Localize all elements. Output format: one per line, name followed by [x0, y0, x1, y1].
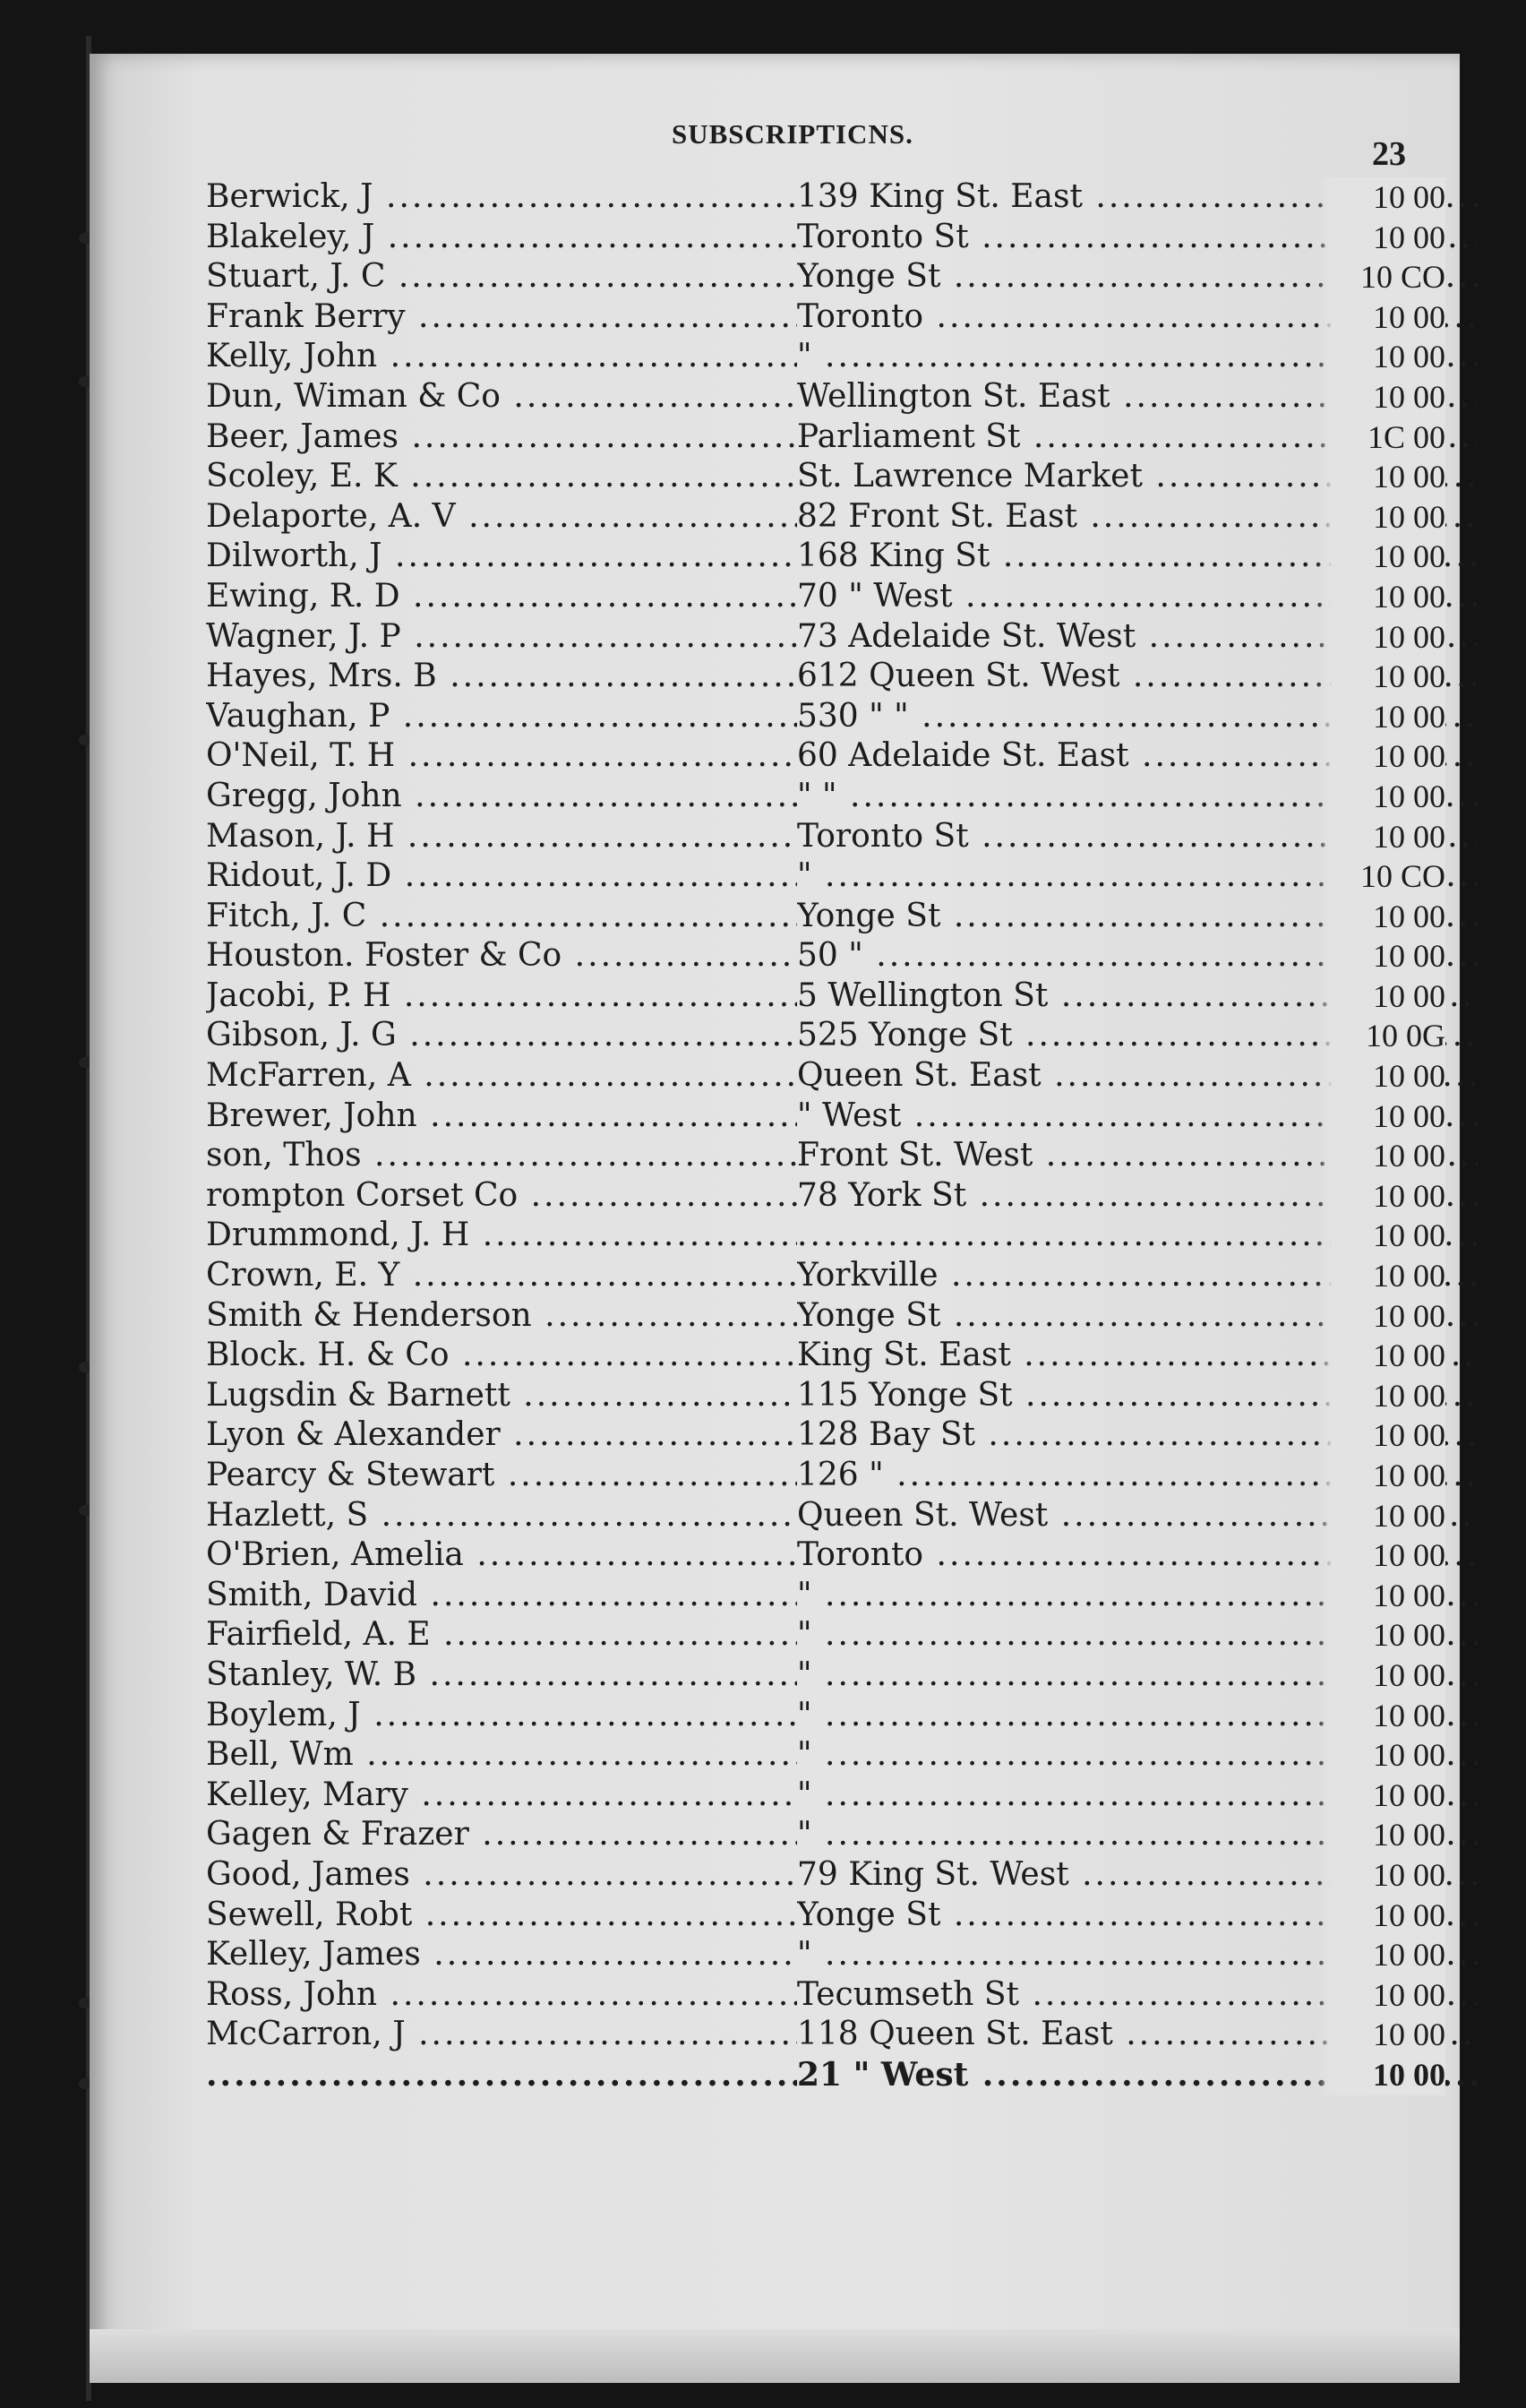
subscriber-address: 168 King St .....: [797, 537, 1478, 577]
list-item: [206, 1735, 1445, 1776]
subscriber-address: Front St. West .....: [797, 1136, 1478, 1176]
subscriber-name: Bell, Wm .....: [206, 1735, 797, 1776]
list-item: [206, 1415, 1445, 1456]
subscriber-name: Berwick, J .....: [206, 177, 797, 218]
subscriber-name: Stanley, W. B .....: [206, 1656, 797, 1696]
list-item: [206, 817, 1445, 857]
subscription-amount: 10 00: [1316, 218, 1445, 258]
subscription-amount: 10 00: [1316, 1456, 1445, 1496]
subscriber-name: rompton Corset Co .....: [206, 1176, 797, 1217]
subscriber-name: Brewer, John .....: [206, 1096, 797, 1137]
subscriber-name: Good, James .....: [206, 1855, 797, 1896]
list-item: [206, 1176, 1445, 1217]
subscription-amount: 10 00: [1316, 1896, 1445, 1936]
subscriber-name: Drummond, J. H .....: [206, 1216, 797, 1256]
list-item: [206, 1096, 1445, 1137]
subscriber-address: " .....: [797, 1696, 1478, 1736]
subscriber-address: " .....: [797, 337, 1478, 377]
page-title: SUBSCRIPTICNS.: [672, 118, 913, 150]
list-item: [206, 1615, 1445, 1656]
subscriber-address: Wellington St. East .....: [797, 377, 1478, 417]
subscriber-address: 78 York St .....: [797, 1176, 1478, 1217]
list-item: [206, 1136, 1445, 1176]
subscriber-name: Fairfield, A. E .....: [206, 1615, 797, 1656]
subscriber-address: " " .....: [797, 777, 1478, 817]
subscriber-name: McFarren, A .....: [206, 1056, 797, 1096]
subscriber-address: " .....: [797, 1576, 1478, 1616]
subscriber-name: Mason, J. H .....: [206, 817, 797, 857]
list-item: [206, 777, 1445, 817]
list-item: [206, 697, 1445, 737]
list-item: [206, 617, 1445, 658]
list-item: [206, 377, 1445, 417]
subscriber-address: " West .....: [797, 1096, 1478, 1137]
subscriber-address: 126 " .....: [797, 1456, 1478, 1496]
subscription-amount: 10 CO: [1316, 856, 1445, 897]
subscription-amount: 10 00: [1316, 1376, 1445, 1416]
list-item: [206, 1376, 1445, 1416]
subscriber-address: 21 " West .....: [797, 2055, 1478, 2095]
subscription-amount: 10 00: [1316, 1136, 1445, 1176]
list-item: [206, 257, 1445, 297]
subscriber-name: Kelley, Mary .....: [206, 1776, 797, 1816]
list-item: [206, 2015, 1445, 2055]
subscription-amount: 10 00: [1316, 657, 1445, 697]
list-item: [206, 417, 1445, 458]
subscription-amount: 10 00: [1316, 177, 1445, 218]
subscriber-name: Frank Berry .....: [206, 297, 797, 338]
list-item: [206, 856, 1445, 897]
subscriber-address: Yonge St .....: [797, 1896, 1478, 1936]
subscriber-name: Wagner, J. P .....: [206, 617, 797, 658]
subscription-amount: 1C 00: [1316, 417, 1445, 458]
subscriber-address: 60 Adelaide St. East .....: [797, 736, 1478, 777]
list-item: [206, 736, 1445, 777]
subscriber-name: Lugsdin & Barnett .....: [206, 1376, 797, 1416]
subscriber-name: Dun, Wiman & Co .....: [206, 377, 797, 417]
subscription-amount: 10 CO: [1316, 257, 1445, 297]
subscriber-name: Ewing, R. D .....: [206, 577, 797, 617]
list-item: [206, 218, 1445, 258]
subscriber-address: Toronto St .....: [797, 218, 1478, 258]
subscriber-address: Yonge St .....: [797, 257, 1478, 297]
subscriber-name: Kelly, John .....: [206, 337, 797, 377]
subscriber-name: Sewell, Robt .....: [206, 1896, 797, 1936]
page-bottom-edge: [90, 2329, 1460, 2383]
list-item: [206, 1576, 1445, 1616]
subscription-amount: 10 00: [1316, 936, 1445, 976]
subscriber-address: 70 " West .....: [797, 577, 1478, 617]
subscription-amount: 10 00: [1316, 1216, 1445, 1256]
subscriber-name: Lyon & Alexander .....: [206, 1415, 797, 1456]
subscription-amount: 10 00: [1316, 976, 1445, 1017]
list-item: [206, 1855, 1445, 1896]
subscriber-name: Houston. Foster & Co .....: [206, 936, 797, 976]
subscription-amount: 10 00: [1316, 337, 1445, 377]
list-item: [206, 657, 1445, 697]
subscription-amount: 10 00: [1316, 1855, 1445, 1896]
list-item: [206, 1815, 1445, 1855]
subscription-amount: 10 00: [1316, 1935, 1445, 1975]
subscriber-address: 612 Queen St. West .....: [797, 657, 1478, 697]
subscription-amount: 10 00: [1316, 736, 1445, 777]
subscriber-name: Gibson, J. G .....: [206, 1016, 797, 1056]
subscriber-address: " .....: [797, 1615, 1478, 1656]
subscriber-name: Vaughan, P .....: [206, 697, 797, 737]
subscription-amount: 10 00: [1316, 497, 1445, 538]
subscriber-address: Tecumseth St .....: [797, 1975, 1478, 2016]
subscriber-address: Yonge St .....: [797, 1296, 1478, 1337]
subscription-amount: 10 00: [1316, 1056, 1445, 1096]
subscription-amount: 10 00: [1316, 537, 1445, 577]
subscription-amount: 10 00: [1316, 897, 1445, 937]
subscriber-name: Smith, David .....: [206, 1576, 797, 1616]
list-item: [206, 537, 1445, 577]
subscription-amount: 10 00: [1316, 1656, 1445, 1696]
list-item: [206, 457, 1445, 497]
subscriber-address: 73 Adelaide St. West .....: [797, 617, 1478, 658]
subscription-amount: 10 00: [1316, 1176, 1445, 1217]
subscriber-address: Toronto .....: [797, 297, 1478, 338]
subscription-list: [206, 177, 1445, 2095]
subscriber-name: Blakeley, J .....: [206, 218, 797, 258]
list-item: [206, 1935, 1445, 1975]
subscriber-name: Smith & Henderson .....: [206, 1296, 797, 1337]
subscription-amount: 10 00: [1316, 1336, 1445, 1376]
subscription-amount: 10 00: [1316, 1735, 1445, 1776]
subscriber-address: Toronto St .....: [797, 817, 1478, 857]
list-item: [206, 1975, 1445, 2016]
subscriber-name: Jacobi, P. H .....: [206, 976, 797, 1017]
subscriber-name: Ross, John .....: [206, 1975, 797, 2016]
subscription-amount: 10 00: [1316, 2055, 1445, 2095]
list-item: [206, 1896, 1445, 1936]
list-item: [206, 1456, 1445, 1496]
subscription-amount: 10 00: [1316, 617, 1445, 658]
subscriber-name: Gagen & Frazer .....: [206, 1815, 797, 1855]
list-item: [206, 1056, 1445, 1096]
subscriber-address: Yorkville .....: [797, 1256, 1478, 1296]
subscriber-name: O'Brien, Amelia .....: [206, 1535, 797, 1576]
subscriber-name: Block. H. & Co .....: [206, 1336, 797, 1376]
list-item: [206, 497, 1445, 538]
list-item: [206, 337, 1445, 377]
subscription-amount: 10 0G: [1316, 1016, 1445, 1056]
subscriber-address: " .....: [797, 1815, 1478, 1855]
subscriber-address: St. Lawrence Market .....: [797, 457, 1478, 497]
subscriber-address: Queen St. West .....: [797, 1496, 1478, 1536]
subscriber-address: " .....: [797, 1935, 1478, 1975]
list-item: [206, 1216, 1445, 1256]
list-item: [206, 1656, 1445, 1696]
subscription-amount: 10 00: [1316, 577, 1445, 617]
list-item: [206, 1336, 1445, 1376]
subscriber-name: Hazlett, S .....: [206, 1496, 797, 1536]
subscription-amount: 10 00: [1316, 777, 1445, 817]
subscription-amount: 10 00: [1316, 817, 1445, 857]
subscriber-name: Beer, James .....: [206, 417, 797, 458]
subscriber-name: [206, 2055, 797, 2095]
subscriber-address: 530 " " .....: [797, 697, 1478, 737]
list-item: [206, 177, 1445, 218]
subscription-amount: 10 00: [1316, 297, 1445, 338]
list-item: [206, 577, 1445, 617]
subscriber-address: Toronto .....: [797, 1535, 1478, 1576]
subscriber-name: Fitch, J. C .....: [206, 897, 797, 937]
subscriber-address: Parliament St .....: [797, 417, 1478, 458]
subscriber-address: Yonge St .....: [797, 897, 1478, 937]
subscription-amount: 10 00: [1316, 1776, 1445, 1816]
subscription-amount: 10 00: [1316, 1576, 1445, 1616]
subscriber-name: Ridout, J. D .....: [206, 856, 797, 897]
list-item: [206, 976, 1445, 1017]
subscription-amount: 10 00: [1316, 1496, 1445, 1536]
list-item: [206, 1696, 1445, 1736]
subscription-amount: 10 00: [1316, 1615, 1445, 1656]
subscriber-name: Kelley, James .....: [206, 1935, 797, 1975]
subscriber-name: Scoley, E. K .....: [206, 457, 797, 497]
list-item: [206, 1016, 1445, 1056]
list-item: [206, 1296, 1445, 1337]
subscriber-address: " .....: [797, 856, 1478, 897]
subscriber-name: Delaporte, A. V .....: [206, 497, 797, 538]
subscription-amount: 10 00: [1316, 377, 1445, 417]
subscription-amount: 10 00: [1316, 1296, 1445, 1337]
subscriber-address: 82 Front St. East .....: [797, 497, 1478, 538]
subscription-amount: 10 00: [1316, 1696, 1445, 1736]
subscriber-address: 139 King St. East .....: [797, 177, 1478, 218]
subscriber-name: Dilworth, J .....: [206, 537, 797, 577]
subscriber-name: Hayes, Mrs. B .....: [206, 657, 797, 697]
subscription-amount: 10 00: [1316, 1535, 1445, 1576]
subscription-amount: 10 00: [1316, 1096, 1445, 1137]
subscriber-address: 5 Wellington St .....: [797, 976, 1478, 1017]
subscriber-address: King St. East .....: [797, 1336, 1478, 1376]
subscription-amount: 10 00: [1316, 457, 1445, 497]
subscriber-name: O'Neil, T. H .....: [206, 736, 797, 777]
subscriber-name: Pearcy & Stewart .....: [206, 1456, 797, 1496]
subscription-amount: 10 00: [1316, 1815, 1445, 1855]
subscription-amount: 10 00: [1316, 1256, 1445, 1296]
subscriber-name: Boylem, J .....: [206, 1696, 797, 1736]
list-item: [206, 1776, 1445, 1816]
subscription-amount: 10 00: [1316, 1975, 1445, 2016]
subscriber-address: " .....: [797, 1776, 1478, 1816]
subscriber-name: Crown, E. Y .....: [206, 1256, 797, 1296]
subscriber-address: 50 " .....: [797, 936, 1478, 976]
list-item: [206, 936, 1445, 976]
subscriber-name: McCarron, J .....: [206, 2015, 797, 2055]
subscriber-name: Gregg, John .....: [206, 777, 797, 817]
list-item: [206, 897, 1445, 937]
subscriber-address: 128 Bay St .....: [797, 1415, 1478, 1456]
subscription-amount: 10 00: [1316, 2015, 1445, 2055]
list-item: [206, 1535, 1445, 1576]
subscriber-address: " .....: [797, 1656, 1478, 1696]
page-number: 23: [1372, 135, 1406, 173]
list-item: [206, 2055, 1445, 2095]
subscriber-address: 115 Yonge St .....: [797, 1376, 1478, 1416]
subscriber-address: 118 Queen St. East .....: [797, 2015, 1478, 2055]
subscriber-address: 525 Yonge St .....: [797, 1016, 1478, 1056]
subscriber-address: 79 King St. West .....: [797, 1855, 1478, 1896]
subscription-amount: 10 00: [1316, 697, 1445, 737]
subscriber-address: " .....: [797, 1735, 1478, 1776]
subscriber-address: Queen St. East .....: [797, 1056, 1478, 1096]
subscriber-name: son, Thos .....: [206, 1136, 797, 1176]
list-item: [206, 1496, 1445, 1536]
list-item: [206, 297, 1445, 338]
subscriber-name: Stuart, J. C .....: [206, 257, 797, 297]
list-item: [206, 1256, 1445, 1296]
subscription-amount: 10 00: [1316, 1415, 1445, 1456]
